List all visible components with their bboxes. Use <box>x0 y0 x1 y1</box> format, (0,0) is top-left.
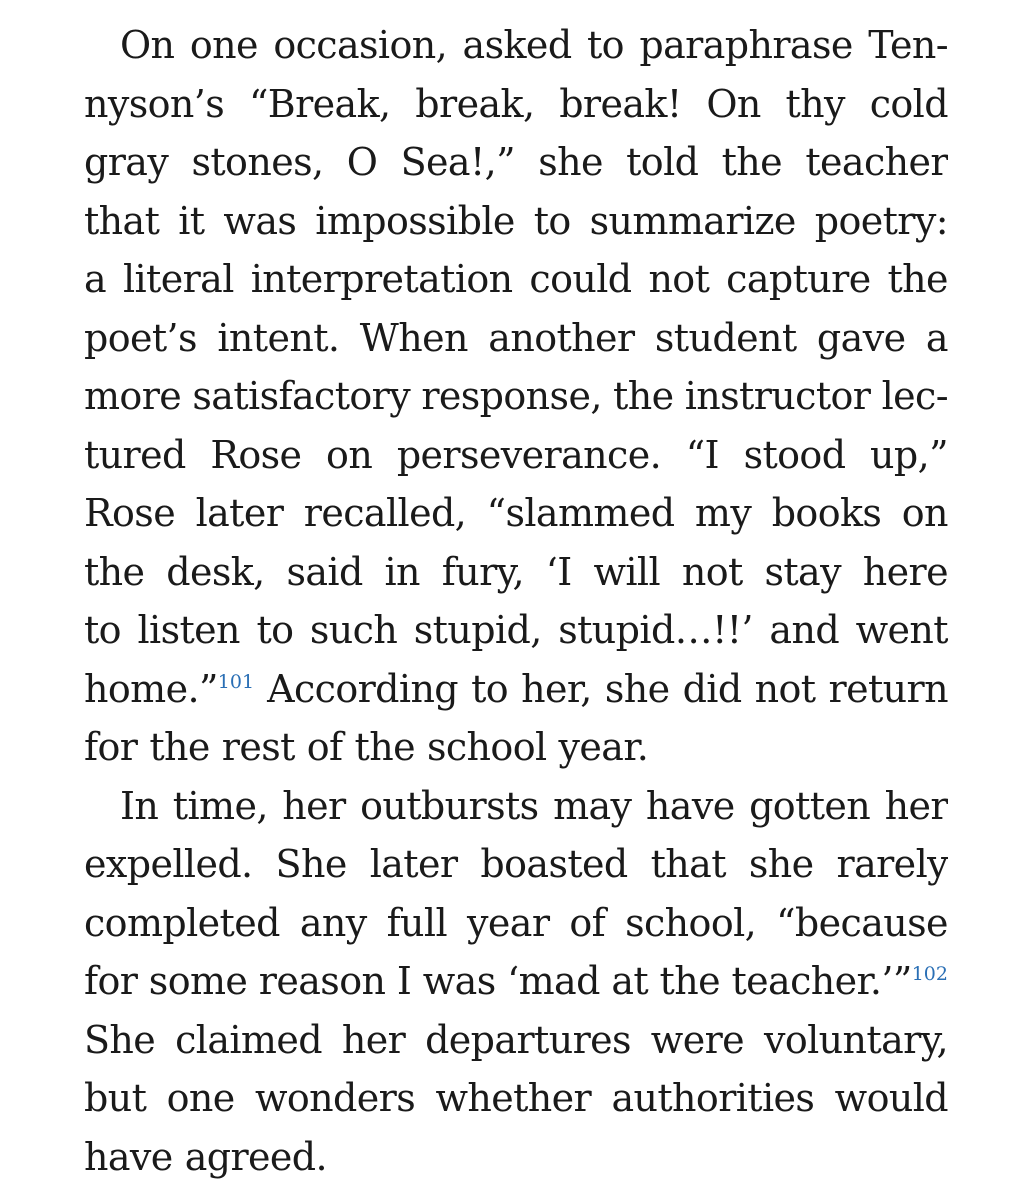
text-line <box>84 484 948 543</box>
word: whether <box>435 1076 592 1120</box>
word: another <box>488 315 635 360</box>
word: and <box>769 608 840 652</box>
word: year. <box>558 725 649 769</box>
text-line <box>84 718 948 777</box>
word: lec- <box>881 374 948 418</box>
word: occasion, <box>273 23 448 67</box>
word: not <box>681 549 743 594</box>
word: for <box>84 725 138 769</box>
word: “Break, <box>248 81 391 126</box>
word: perseverance. <box>396 432 662 477</box>
word: her <box>884 783 948 828</box>
word: not <box>648 257 710 301</box>
word: it <box>178 198 205 243</box>
word: intent. <box>217 315 340 360</box>
word: may <box>553 783 632 828</box>
word: in <box>384 549 420 594</box>
ebook-page <box>84 0 948 1200</box>
word: “I <box>685 432 719 477</box>
word: stood <box>743 432 846 477</box>
word: books <box>771 491 882 535</box>
word: to <box>533 198 571 243</box>
word: She <box>275 842 347 886</box>
footnote-link-102[interactable]: 102 <box>911 963 948 985</box>
word: any <box>299 900 367 945</box>
word: Rose <box>210 432 302 477</box>
word: When <box>359 315 468 360</box>
word: her, <box>521 666 592 711</box>
word: that <box>650 842 726 886</box>
word: was <box>223 198 297 243</box>
text-line <box>84 660 948 719</box>
word: In <box>120 783 159 828</box>
text-line <box>84 777 948 836</box>
text-line <box>84 250 948 309</box>
word: outbursts <box>360 783 539 828</box>
word: year <box>467 900 550 945</box>
word: the <box>659 959 720 1003</box>
paragraph <box>84 16 948 777</box>
word: stay <box>764 549 841 594</box>
word: gotten <box>749 783 871 828</box>
text-line <box>84 75 948 134</box>
word: of <box>306 725 343 769</box>
word: she <box>538 140 603 184</box>
word: literal <box>122 257 234 301</box>
word: According <box>267 666 459 711</box>
text-line <box>84 1069 948 1128</box>
word: she <box>604 666 670 711</box>
word: authorities <box>611 1076 815 1120</box>
word: her <box>341 1017 406 1062</box>
text-line <box>84 16 948 75</box>
word: told <box>626 140 699 184</box>
word: desk, <box>166 549 265 594</box>
word: recalled, <box>303 491 467 535</box>
word: expelled. <box>84 842 253 886</box>
word: such <box>309 608 398 652</box>
word: O <box>346 140 378 184</box>
paragraph <box>84 777 948 1187</box>
word: She <box>84 1017 156 1062</box>
word: stones, <box>191 140 324 184</box>
word: teacher <box>805 140 948 184</box>
word: student <box>654 315 797 360</box>
word: some <box>148 959 248 1003</box>
word: poetry: <box>814 198 948 243</box>
word: here <box>862 549 948 594</box>
word: ‘mad <box>507 959 600 1003</box>
word: “because <box>776 900 948 945</box>
word: the <box>84 549 145 594</box>
word: to <box>84 608 121 652</box>
text-line <box>84 1128 948 1187</box>
word: time, <box>172 783 268 828</box>
word: asked <box>462 23 572 67</box>
word: capture <box>726 257 871 301</box>
word: interpretation <box>250 257 513 301</box>
text-line <box>84 835 948 894</box>
text-line <box>84 601 948 660</box>
word: have <box>84 1134 173 1179</box>
word: poet’s <box>84 315 197 360</box>
word: Sea!,” <box>400 140 515 184</box>
word: her <box>282 783 346 828</box>
word: for <box>84 959 138 1003</box>
word: claimed <box>175 1017 322 1062</box>
word: I <box>396 959 412 1003</box>
word: school <box>426 725 547 769</box>
word: summarize <box>589 198 796 243</box>
word: break, <box>415 81 535 126</box>
word: but <box>84 1076 147 1120</box>
word: ‘I <box>545 549 572 594</box>
word: went <box>855 608 948 652</box>
word: impossible <box>315 198 515 243</box>
word: on <box>901 491 948 535</box>
word: instructor <box>684 374 871 418</box>
text-line <box>84 133 948 192</box>
word: one <box>166 1076 235 1120</box>
word: later <box>195 491 284 535</box>
word: response, <box>421 374 602 418</box>
word: could <box>529 257 632 301</box>
word: thy <box>785 81 845 126</box>
word: agreed. <box>184 1134 328 1179</box>
word: at <box>611 959 649 1003</box>
word: tured <box>84 432 186 477</box>
word: the <box>887 257 948 301</box>
word: On <box>706 81 761 126</box>
word: a <box>84 257 107 301</box>
word: listen <box>137 608 240 652</box>
word: was <box>422 959 496 1003</box>
word: not <box>754 666 816 711</box>
word: full <box>386 900 448 945</box>
word: the <box>149 725 210 769</box>
word: the <box>613 374 674 418</box>
text-line <box>84 192 948 251</box>
word: school, <box>625 900 757 945</box>
word: rest <box>221 725 295 769</box>
word: On <box>120 23 175 67</box>
word: the <box>721 140 783 184</box>
word: gray <box>84 140 169 184</box>
word-with-footnote: teacher.’”$^{102}$ <box>731 959 948 1003</box>
word: fury, <box>441 549 524 594</box>
word: wonders <box>254 1076 416 1120</box>
word: on <box>326 432 373 477</box>
word: my <box>694 491 752 535</box>
word: did <box>682 666 742 711</box>
word: stupid…!!’ <box>558 608 753 652</box>
word: return <box>828 666 948 711</box>
word: up,” <box>870 432 948 477</box>
word: the <box>354 725 415 769</box>
text-line <box>84 543 948 602</box>
word: later <box>369 842 458 886</box>
word: departures <box>425 1017 631 1062</box>
text-line <box>84 367 948 426</box>
word: to <box>471 666 509 711</box>
word: reason <box>258 959 386 1003</box>
text-line <box>84 894 948 953</box>
text-line <box>84 1011 948 1070</box>
word: gave <box>816 315 906 360</box>
word: “slammed <box>486 491 675 535</box>
word: Ten- <box>868 23 948 67</box>
word: break! <box>559 81 682 126</box>
word: have <box>645 783 735 828</box>
word: Rose <box>84 491 176 535</box>
word: said <box>286 549 363 594</box>
word: to <box>256 608 294 652</box>
word: that <box>84 198 160 243</box>
word: stupid, <box>413 608 542 652</box>
word: cold <box>869 81 948 126</box>
word: of <box>569 900 606 945</box>
text-line <box>84 309 948 368</box>
page-text <box>84 16 948 1186</box>
word: a <box>925 315 948 360</box>
word: one <box>189 23 258 67</box>
word: to <box>586 23 624 67</box>
word: were <box>650 1017 745 1062</box>
word: will <box>593 549 661 594</box>
word: rarely <box>836 842 948 886</box>
word: paraphrase <box>639 23 853 67</box>
footnote-link-101[interactable]: 101 <box>217 670 255 693</box>
word: more <box>84 374 182 418</box>
word-with-footnote: home.”$^{101}$ <box>84 666 255 711</box>
text-line <box>84 952 948 1011</box>
word: nyson’s <box>84 81 225 126</box>
word: completed <box>84 900 280 945</box>
word: would <box>834 1076 948 1120</box>
word: she <box>748 842 814 886</box>
word: satisfactory <box>192 374 411 418</box>
word: boasted <box>480 842 628 886</box>
text-line <box>84 426 948 485</box>
word: voluntary, <box>763 1017 948 1062</box>
